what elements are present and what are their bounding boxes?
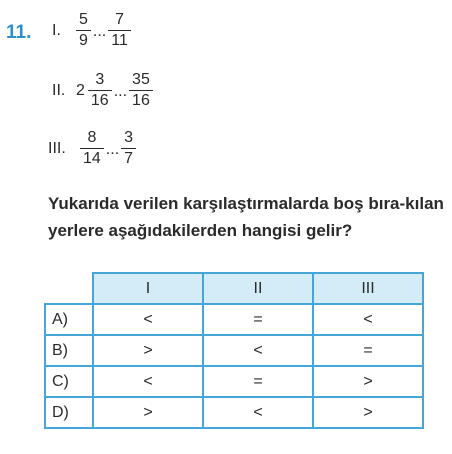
option-label[interactable]: A)	[45, 304, 93, 335]
table-cell: >	[313, 366, 423, 397]
table-row[interactable]	[45, 366, 423, 397]
numerator: 5	[79, 11, 88, 28]
table-cell: >	[313, 397, 423, 428]
numerator: 35	[132, 71, 150, 88]
table-row[interactable]	[45, 397, 423, 428]
column-header: II	[203, 273, 313, 304]
table-cell: <	[203, 335, 313, 366]
blank-dots: ...	[113, 82, 128, 100]
table-cell: <	[93, 304, 203, 335]
denominator: 16	[129, 90, 153, 111]
comparison-item-2	[76, 70, 153, 111]
comparison-item-3	[80, 128, 136, 169]
table-corner	[45, 273, 93, 304]
table-row[interactable]	[45, 335, 423, 366]
answer-table	[44, 272, 424, 429]
fraction-left-2	[88, 70, 112, 111]
table-cell: <	[313, 304, 423, 335]
question-number: 11.	[6, 22, 32, 43]
table-cell: =	[313, 335, 423, 366]
fraction-right-3	[121, 128, 136, 169]
option-label[interactable]: D)	[45, 397, 93, 428]
denominator: 16	[88, 90, 112, 111]
blank-dots: ...	[105, 140, 120, 158]
table-header-row	[45, 273, 423, 304]
question-stem: Yukarıda verilen karşılaştırmalarda boş bıra-kılan yerlere aşağıdakilerden hangisi gelir?	[48, 194, 444, 240]
numerator: 7	[115, 11, 124, 28]
table-cell: >	[93, 397, 203, 428]
denominator: 9	[76, 30, 91, 51]
table-cell: =	[203, 304, 313, 335]
fraction-left-1	[76, 10, 91, 51]
item-roman-2: II.	[52, 82, 66, 99]
denominator: 14	[80, 148, 104, 169]
fraction-right-1	[108, 10, 131, 51]
comparison-item-1	[76, 10, 131, 51]
item-roman-3: III.	[48, 140, 66, 157]
item-roman-1: I.	[52, 22, 61, 39]
table-row[interactable]	[45, 304, 423, 335]
whole-number: 2	[76, 81, 85, 99]
option-label[interactable]: C)	[45, 366, 93, 397]
table-cell: <	[93, 366, 203, 397]
numerator: 8	[87, 129, 97, 146]
fraction-right-2	[129, 70, 153, 111]
numerator: 3	[124, 129, 134, 146]
option-label[interactable]: B)	[45, 335, 93, 366]
blank-dots: ...	[92, 22, 107, 40]
denominator: 7	[121, 148, 136, 169]
column-header: III	[313, 273, 423, 304]
numerator: 3	[95, 71, 105, 88]
fraction-left-3	[80, 128, 104, 169]
column-header: I	[93, 273, 203, 304]
table-cell: <	[203, 397, 313, 428]
denominator: 11	[108, 30, 131, 51]
table-cell: >	[93, 335, 203, 366]
table-cell: =	[203, 366, 313, 397]
